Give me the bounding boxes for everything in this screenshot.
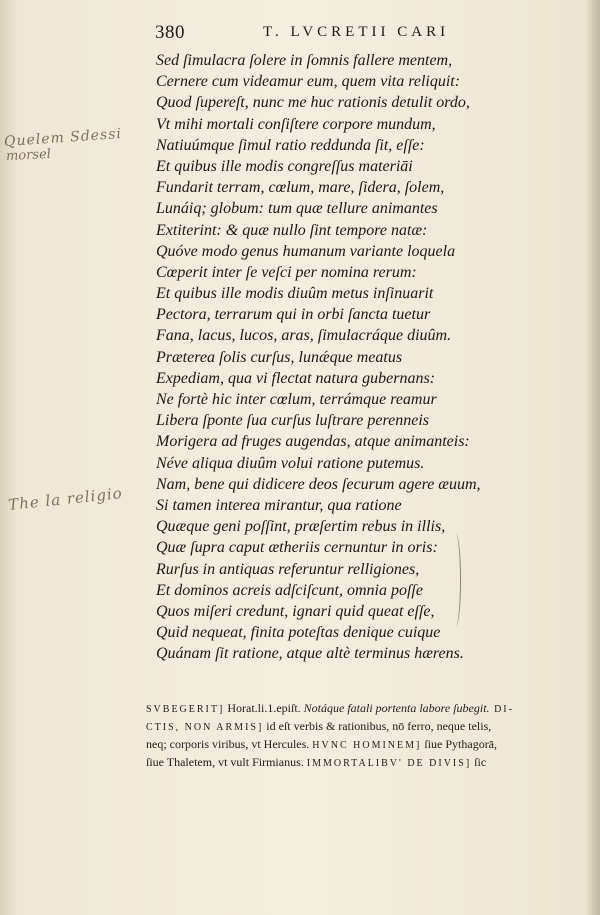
lemma: SVBEGERIT] (146, 704, 225, 715)
handwritten-margin-note: morsel (5, 146, 52, 165)
verse-line: Fundarit terram, cœlum, mare, ſidera, ſolem, (156, 179, 445, 197)
verse-line: Et dominos acreis adſciſcunt, omnia poſſe (156, 581, 423, 599)
verse-line: Si tamen interea mirantur, qua ratione (156, 496, 402, 514)
verse-line: Vt mihi mortali conſiſtere corpore mundum, (156, 115, 436, 133)
verse-line: Et quibus ille modis diuûm metus inſinuarit (156, 285, 434, 303)
verse-line: Morigera ad fruges augendas, atque animanteis: (156, 433, 470, 451)
verse-line: Lunáiq; globum: tum quæ tellure animantes (156, 200, 438, 218)
verse-line: Fana, lacus, lucos, aras, ſimulacráque diuûm. (156, 327, 452, 345)
commentary-line (146, 700, 556, 718)
commentary-text: ſiue Pythagorā, (421, 737, 498, 751)
commentary-footnote (146, 700, 556, 772)
verse-line: Extiterint: & quæ nullo ſint tempore natæ: (156, 221, 428, 239)
verse-line: Cernere cum videamur eum, quem vita reliquit: (156, 73, 461, 91)
handwritten-margin-note: Quelem Sdessi (3, 125, 123, 151)
verse-text (156, 50, 496, 664)
commentary-line (146, 754, 556, 772)
commentary-text: ſiue Thaletem, vt vult Firmianus. (146, 755, 307, 769)
lemma: HVNC HOMINEM] (312, 740, 422, 751)
verse-line: Quod ſupereſt, nunc me huc rationis detulit ordo, (156, 94, 470, 112)
lemma: DI- (489, 704, 514, 715)
handwritten-margin-note: The la religio (7, 484, 124, 514)
commentary-text: id eſt verbis & rationibus, nō ferro, neque telis, (263, 719, 492, 733)
verse-line: Quóve modo genus humanum variante loquela (156, 242, 456, 260)
verse-line: Quos miſeri credunt, ignari quid queat eſſe, (156, 602, 435, 620)
verse-line: Libera ſponte ſua curſus luſtrare perenneis (156, 412, 430, 430)
verse-line: Cœperit inter ſe veſci per nomina rerum: (156, 263, 417, 281)
verse-line: Ne fortè hic inter cœlum, terrámque reamur (156, 391, 437, 408)
page-number: 380 (155, 22, 185, 43)
verse-line: Rurſus in antiquas referuntur relligiones, (156, 560, 420, 578)
verse-line: Expediam, qua vi flectat natura gubernans: (156, 369, 436, 387)
running-title: T. LVCRETII CARI (263, 24, 450, 40)
verse-line: Natiuúmque ſimul ratio reddunda ſit, eſſe: (156, 136, 425, 154)
lemma: CTIS, NON ARMIS] (146, 722, 264, 733)
verse-line: Quid nequeat, finita poteſtas denique cuique (156, 624, 441, 642)
verse-line: Quæ ſupra caput ætheriis cernuntur in oris: (156, 539, 438, 557)
commentary-line (146, 718, 556, 736)
quotation: Notáque fatali portenta labore ſubegit. (303, 701, 490, 715)
verse-line: Néve aliqua diuûm volui ratione putemus. (156, 454, 425, 472)
verse-line: Quánam ſit ratione, atque altè terminus hærens. (156, 645, 464, 663)
verse-line: Nam, bene qui didicere deos ſecurum agere æuum, (156, 475, 481, 493)
verse-line: Et quibus ille modis congreſſus materiāi (156, 157, 413, 175)
commentary-line (146, 736, 556, 754)
lemma: IMMORTALIBV' DE DIVIS] (306, 758, 472, 769)
verse-line: Quæque geni poſſint, præſertim rebus in illis, (156, 518, 446, 536)
verse-line: Pectora, terrarum qui in orbi ſancta tuetur (156, 306, 431, 324)
page-edge-shadow (586, 0, 600, 915)
page-header (155, 22, 455, 44)
verse-line: Præterea ſolis curſus, lunǽque meatus (156, 348, 403, 366)
commentary-text: ſic (471, 755, 487, 769)
handwritten-bracket-mark (448, 534, 461, 626)
commentary-text: neq; corporis viribus, vt Hercules. (146, 737, 313, 751)
commentary-text: Horat.li.1.epiſt. (224, 701, 304, 715)
verse-line: Sed ſimulacra ſolere in ſomnis fallere mentem, (156, 52, 453, 69)
